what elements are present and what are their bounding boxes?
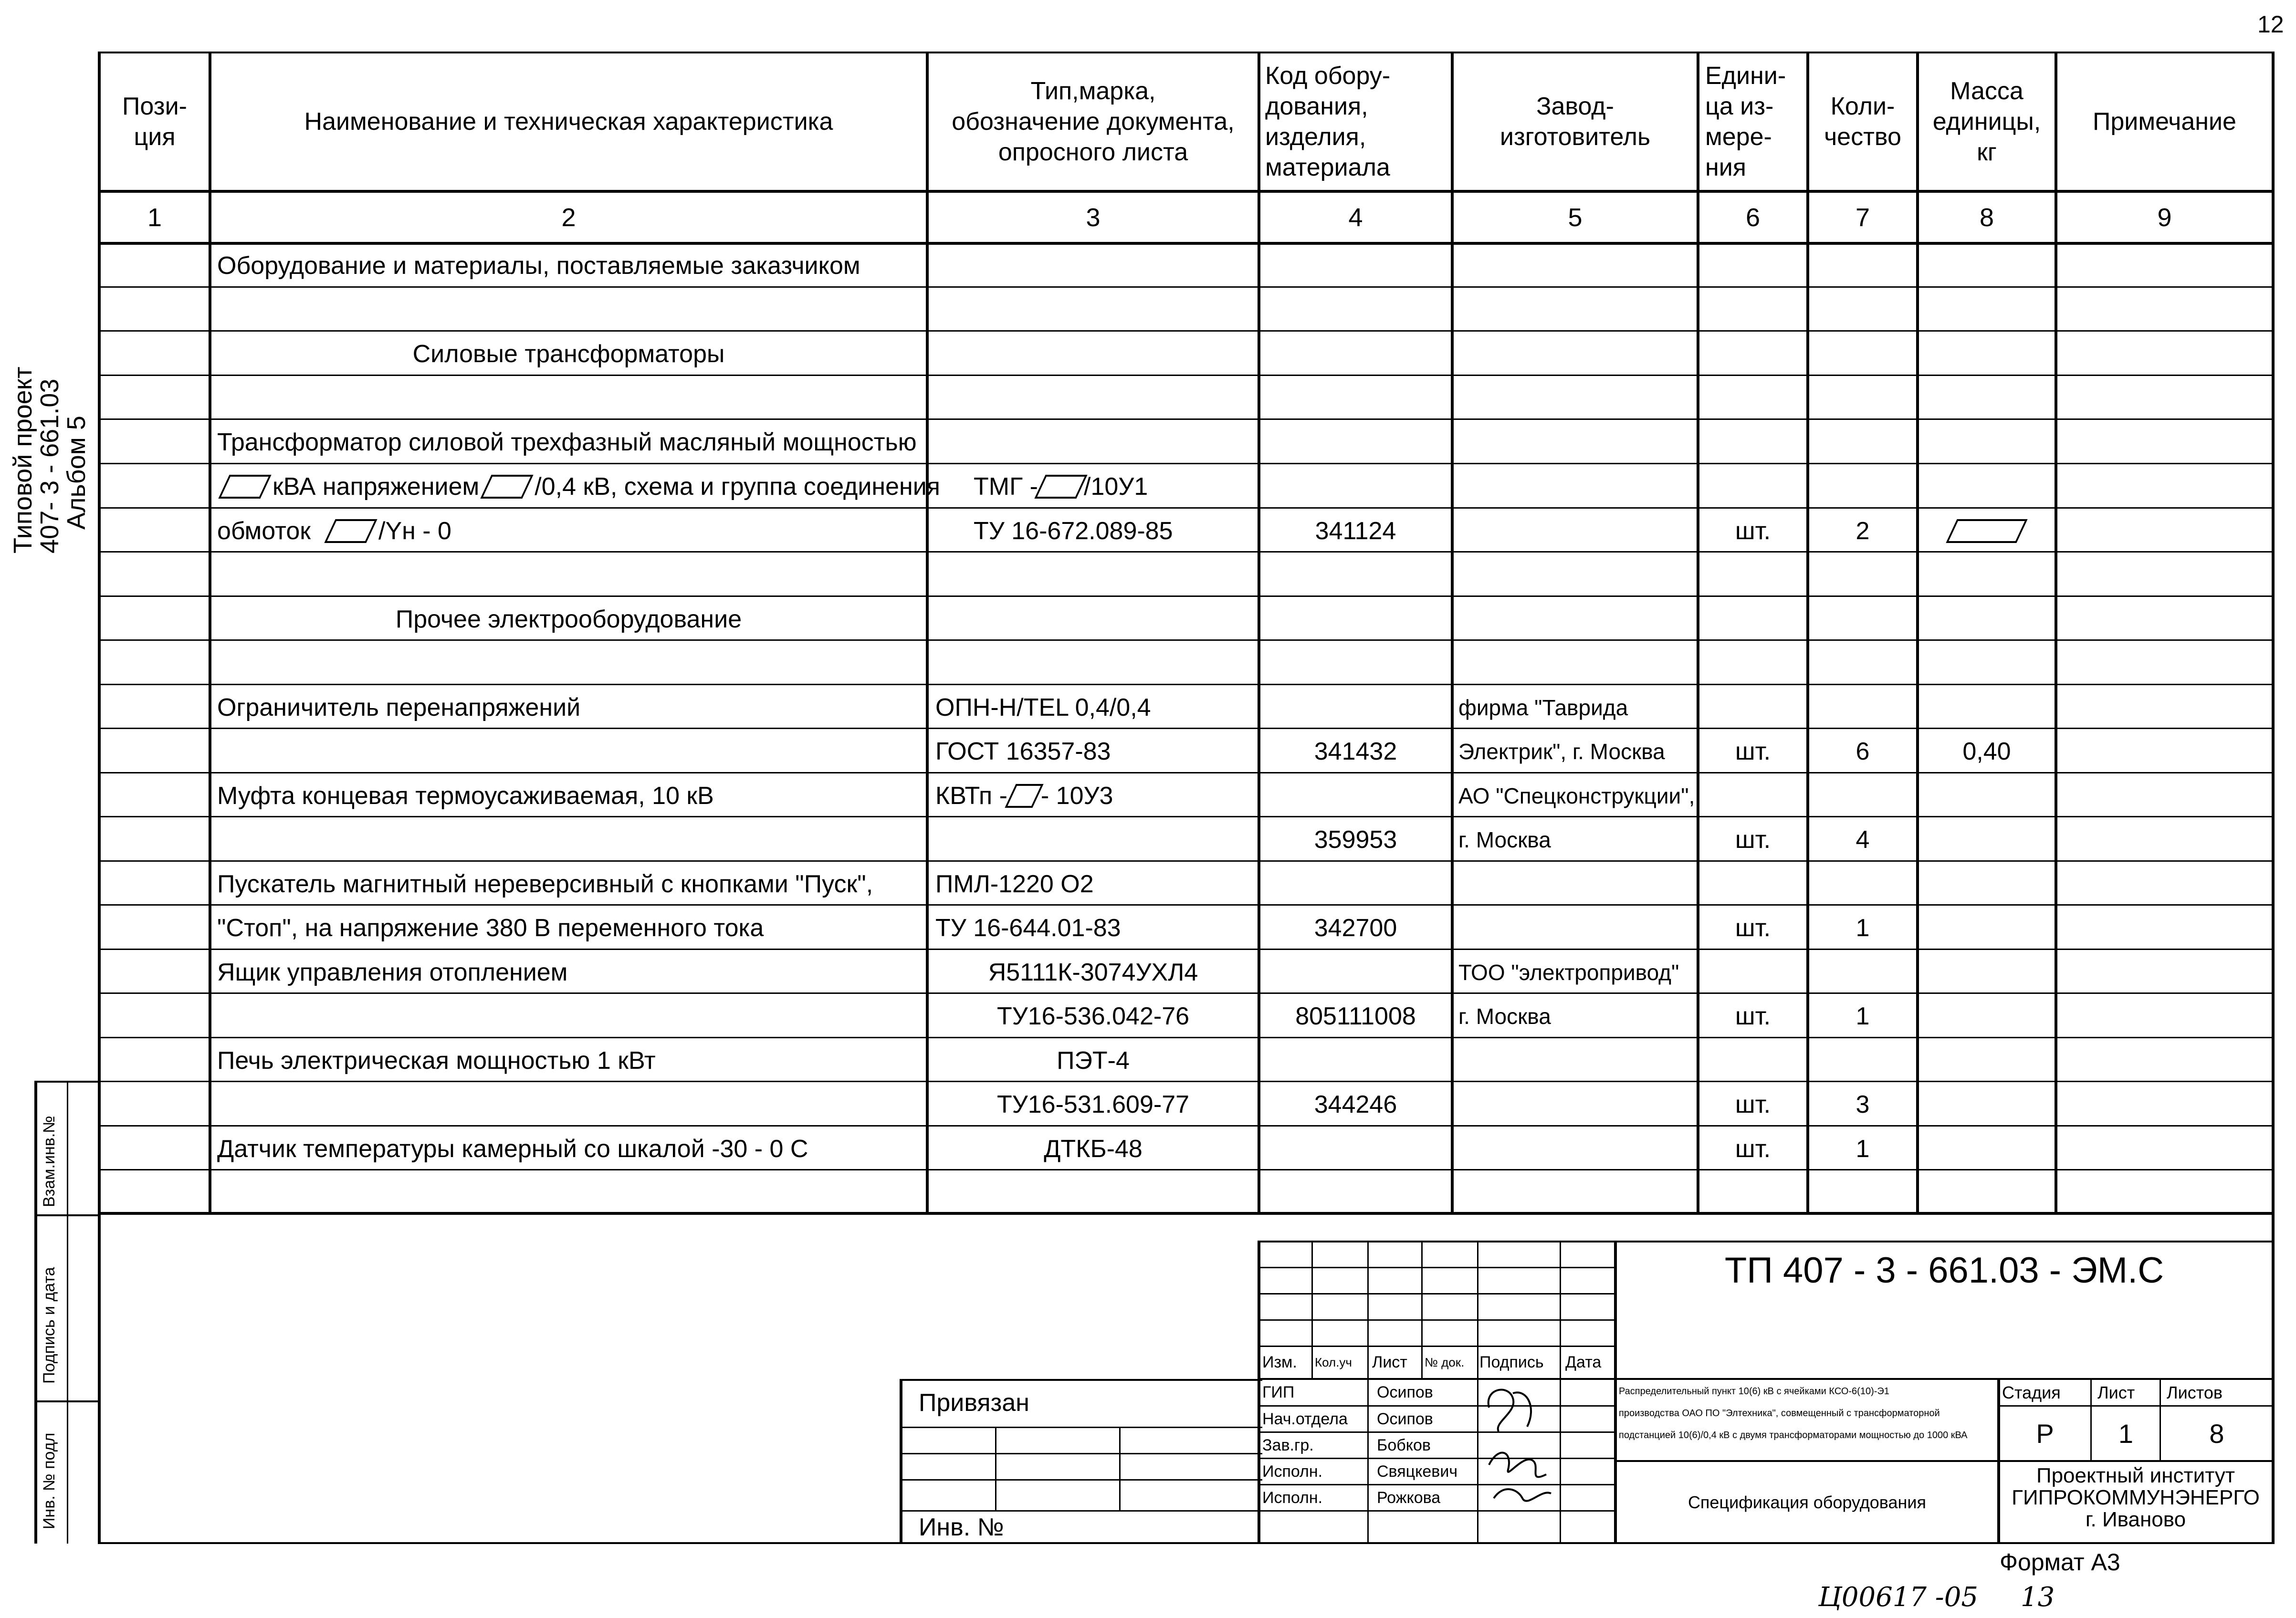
- rev-header: Лист: [1372, 1353, 1407, 1371]
- blank-field-icon: [1034, 475, 1087, 499]
- row-name: Печь электрическая мощностью 1 кВт: [217, 1046, 656, 1075]
- row-type: ТУ16-531.609-77: [996, 1090, 1190, 1118]
- row-name: кВА напряжением /0,4 кВ, схема и группа соединения: [217, 466, 940, 507]
- row-maker: Электрик", г. Москва: [1458, 739, 1665, 764]
- header-maker: Завод- изготовитель: [1499, 93, 1651, 151]
- row-type: ПЭТ-4: [1057, 1046, 1130, 1075]
- row-name: Ящик управления отоплением: [217, 958, 568, 986]
- blank-field-icon: [324, 519, 377, 543]
- stage-label: Стадия: [2002, 1382, 2061, 1402]
- row-code: 341432: [1314, 737, 1397, 765]
- header-unit: Едини- ца из- мере- ния: [1705, 62, 1786, 181]
- col-number: 9: [2157, 203, 2172, 232]
- person-name: Свяцкевич: [1377, 1462, 1458, 1481]
- person-name: Бобков: [1377, 1436, 1431, 1454]
- page-number: 12: [2257, 11, 2284, 38]
- col-number: 5: [1568, 203, 1583, 232]
- row-mass: 0,40: [1962, 737, 2011, 765]
- header-mass: Масса единицы, кг: [1932, 77, 2041, 166]
- col-number: 2: [561, 203, 576, 232]
- strip-podpis-data: Подпись и дата: [40, 1267, 58, 1384]
- col-number: 8: [1979, 203, 1994, 232]
- person-name: Осипов: [1377, 1409, 1433, 1428]
- col-number: 1: [147, 203, 162, 232]
- row-type: КВТп - - 10У3: [935, 782, 1113, 810]
- row-unit: шт.: [1735, 737, 1771, 765]
- rev-header: Кол.уч: [1315, 1355, 1352, 1369]
- header-note: Примечание: [2093, 108, 2236, 136]
- row-qty: 4: [1856, 825, 1870, 854]
- rev-header: Изм.: [1262, 1353, 1297, 1371]
- section-heading: Силовые трансформаторы: [412, 340, 725, 368]
- row-name: Муфта концевая термоусаживаемая, 10 кВ: [217, 782, 714, 810]
- row-mass: [1919, 510, 2055, 552]
- row-name: Пускатель магнитный нереверсивный с кнопками "Пуск",: [217, 870, 873, 898]
- section-heading: Прочее электрооборудование: [395, 605, 742, 633]
- header-position: Пози- ция: [122, 93, 187, 151]
- row-name: "Стоп", на напряжение 380 В переменного тока: [217, 914, 764, 942]
- row-code: 342700: [1314, 914, 1397, 942]
- row-type: ТМГ - /10У1: [974, 472, 1148, 501]
- header-code: Код обору- дования, изделия, материала: [1265, 62, 1391, 181]
- row-type: Я5111К-3074УХЛ4: [988, 958, 1198, 986]
- header-type: Тип,марка, обозначение документа, опросного листа: [952, 77, 1235, 166]
- row-type: ДТКБ-48: [1044, 1135, 1143, 1163]
- header-name: Наименование и техническая характеристика: [304, 108, 833, 136]
- rev-header: № док.: [1425, 1355, 1465, 1369]
- row-type: ПМЛ-1220 О2: [935, 870, 1094, 898]
- row-qty: 1: [1856, 1002, 1870, 1030]
- row-qty: 2: [1856, 517, 1870, 545]
- header-qty: Коли- чество: [1824, 93, 1901, 151]
- inv-number-label: Инв. №: [919, 1514, 1004, 1541]
- side-stamp-line1: Типовой проект: [9, 366, 37, 553]
- row-unit: шт.: [1735, 1135, 1771, 1163]
- row-type: ТУ16-536.042-76: [996, 1002, 1190, 1030]
- person-name: Рожкова: [1377, 1488, 1441, 1507]
- row-code: 344246: [1314, 1090, 1397, 1118]
- blank-field-icon: [1946, 519, 2027, 543]
- row-maker: АО "Спецконструкции",: [1458, 783, 1695, 808]
- role-label: Нач.отдела: [1262, 1409, 1348, 1428]
- role-label: Исполн.: [1262, 1462, 1323, 1481]
- row-maker: г. Москва: [1458, 827, 1551, 852]
- side-stamp-line2: 407- 3 - 661.03: [35, 378, 64, 553]
- blank-field-icon: [218, 475, 271, 499]
- sheets-value: 8: [2209, 1418, 2224, 1449]
- row-unit: шт.: [1735, 825, 1771, 854]
- row-code: 341124: [1315, 517, 1396, 545]
- row-unit: шт.: [1735, 914, 1771, 942]
- row-type: ТУ 16-672.089-85: [974, 517, 1173, 545]
- row-code: 805111008: [1295, 1002, 1416, 1030]
- row-type: ОПН-Н/TEL 0,4/0,4: [935, 693, 1151, 721]
- row-maker: г. Москва: [1458, 1003, 1551, 1029]
- organization: Проектный институт ГИПРОКОММУНЭНЕРГО г. Иваново: [2012, 1464, 2260, 1531]
- row-unit: шт.: [1735, 517, 1771, 545]
- role-label: Исполн.: [1262, 1488, 1323, 1507]
- row-unit: шт.: [1735, 1002, 1771, 1030]
- col-number: 6: [1745, 203, 1761, 232]
- row-name: Ограничитель перенапряжений: [217, 693, 581, 721]
- privyazan-label: Привязан: [919, 1389, 1030, 1417]
- project-description: Распределительный пункт 10(6) кВ с ячейками КСО-6(10)-Э1 производства ОАО ПО "Элтехника", совмещенный с трансформаторной подстанцией 10(6)/0,4 кВ с двумя трансформаторами мощностью до 1000 кВА: [1619, 1386, 1968, 1441]
- row-qty: 1: [1856, 914, 1870, 942]
- format-label: Формат А3: [2000, 1549, 2120, 1576]
- col-number: 7: [1855, 203, 1870, 232]
- person-name: Осипов: [1377, 1383, 1433, 1401]
- row-qty: 6: [1856, 737, 1870, 765]
- row-type: ГОСТ 16357-83: [935, 737, 1111, 765]
- strip-inv-podl: Инв. № подл: [40, 1432, 58, 1529]
- side-stamp-project: [10, 366, 90, 553]
- blank-field-icon: [1005, 784, 1043, 808]
- row-name: Оборудование и материалы, поставляемые заказчиком: [217, 251, 860, 280]
- row-qty: 3: [1856, 1090, 1870, 1118]
- row-qty: 1: [1856, 1135, 1870, 1163]
- rev-header: Подпись: [1479, 1353, 1544, 1371]
- stage-value: Р: [2036, 1418, 2054, 1449]
- blank-field-icon: [481, 475, 534, 499]
- side-stamp-line3: Альбом 5: [62, 416, 91, 530]
- col-number: 4: [1348, 203, 1363, 232]
- row-name: обмоток /Yн - 0: [217, 517, 451, 545]
- row-code: 359953: [1314, 825, 1397, 854]
- row-name: Трансформатор силовой трехфазный масляный мощностью: [217, 428, 917, 456]
- document-code: ТП 407 - 3 - 661.03 - ЭМ.С: [1724, 1250, 2164, 1291]
- row-name: Датчик температуры камерный со шкалой -30 - 0 С: [217, 1135, 808, 1163]
- sheet-value: 1: [2118, 1418, 2134, 1449]
- rev-header: Дата: [1565, 1353, 1602, 1371]
- row-maker: фирма "Таврида: [1458, 695, 1628, 720]
- role-label: ГИП: [1262, 1383, 1295, 1401]
- sheets-label: Листов: [2167, 1382, 2223, 1402]
- handwritten-note: Ц00617 -05 13: [1818, 1582, 2055, 1613]
- strip-vzam-inv: Взам.инв.№: [40, 1116, 58, 1207]
- row-type: ТУ 16-644.01-83: [935, 914, 1121, 942]
- col-number: 3: [1086, 203, 1101, 232]
- signature-marks: [1479, 1379, 1560, 1513]
- row-maker: ТОО "электропривод": [1458, 960, 1679, 985]
- sheet-title: Спецификация оборудования: [1688, 1493, 1927, 1512]
- sheet-label: Лист: [2097, 1382, 2135, 1402]
- row-unit: шт.: [1735, 1090, 1771, 1118]
- role-label: Зав.гр.: [1262, 1436, 1314, 1454]
